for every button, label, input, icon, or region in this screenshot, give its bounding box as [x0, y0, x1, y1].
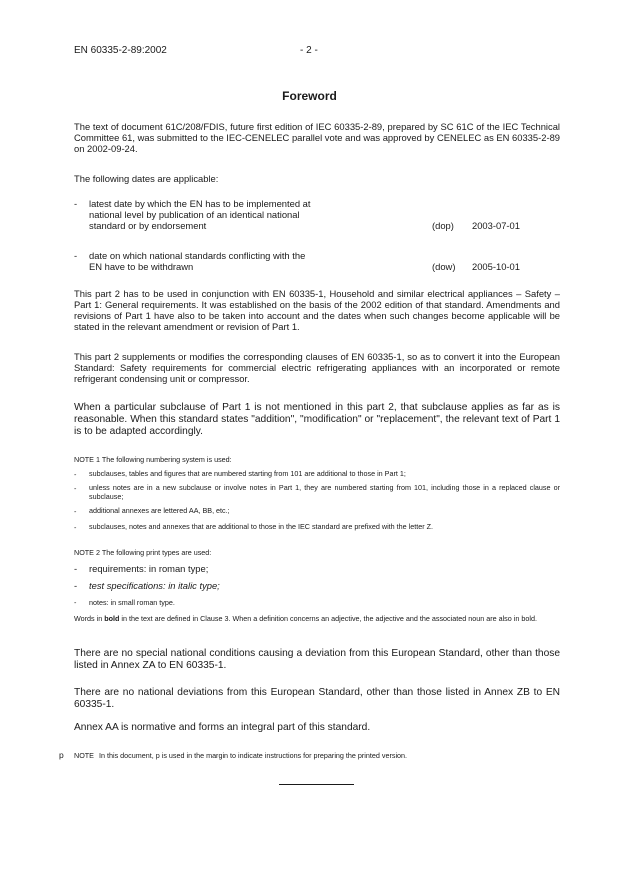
list-dash: -: [74, 523, 77, 532]
note1-heading: NOTE 1 The following numbering system is used:: [74, 455, 232, 464]
national-deviations-paragraph: There are no national deviations from this European Standard, other than those listed in Annex ZB to EN 60335-1.: [74, 687, 560, 710]
special-conditions-paragraph: There are no special national conditions causing a deviation from this European Standard, other than those listed in Annex ZA to EN 60335-1.: [74, 648, 560, 671]
list-dash: -: [74, 580, 78, 591]
final-note-text: In this document, p is used in the margin to indicate instructions for preparing the printed version.: [99, 751, 408, 760]
page-number: - 2 -: [300, 45, 318, 56]
page-title: Foreword: [282, 89, 337, 103]
list-dash: -: [74, 507, 77, 516]
list-dash: -: [74, 484, 77, 493]
print-type-test-specs: test specifications: in italic type;: [89, 580, 220, 591]
list-dash: -: [74, 198, 78, 209]
closing-rule: [279, 784, 354, 785]
dow-date: 2005-10-01: [472, 261, 520, 272]
margin-p-marker: p: [59, 750, 64, 760]
note1-item: unless notes are in a new subclause or involve notes in Part 1, they are numbered starting from 101, including those in a replaced clause or subclause;: [89, 483, 560, 501]
dop-date: 2003-07-01: [472, 220, 520, 231]
supplement-paragraph: This part 2 supplements or modifies the corresponding clauses of EN 60335-1, so as to convert it into the European Standard: Safety requirements for commercial electric refrigerating appliances with an incorporated or remote refrigerant condensing unit or compressor.: [74, 351, 560, 384]
bold-note-pre: Words in: [74, 614, 105, 623]
date-item-dop-text: latest date by which the EN has to be implemented at national level by publication of an identical national standard or by endorsement: [89, 198, 311, 231]
list-dash: -: [74, 250, 78, 261]
annex-aa-paragraph: Annex AA is normative and forms an integral part of this standard.: [74, 722, 371, 733]
list-dash: -: [74, 470, 77, 479]
dow-code: (dow): [432, 261, 456, 272]
dop-code: (dop): [432, 220, 454, 231]
date-item-dow-text: date on which national standards conflicting with the EN have to be withdrawn: [89, 250, 306, 272]
bold-note-bold: bold: [104, 614, 120, 623]
part1-paragraph: This part 2 has to be used in conjunction with EN 60335-1, Household and similar electrical appliances – Safety – Part 1: General requirements. It was established on the basis of the 2002 edition of that standard. Amendments and revisions of Part 1 have also to be taken into account and the dates when such changes become applicable will be stated in the relevant amendment or revision of Part 1.: [74, 288, 560, 332]
note2-heading: NOTE 2 The following print types are used:: [74, 548, 212, 557]
note1-item: additional annexes are lettered AA, BB, etc.;: [89, 506, 230, 515]
dates-intro: The following dates are applicable:: [74, 173, 219, 184]
subclause-paragraph: When a particular subclause of Part 1 is not mentioned in this part 2, that subclause applies as far as is reasonable. When this standard states "addition", "modification" or "replacement", the relevant text of Part 1 is to be adapted accordingly.: [74, 402, 560, 437]
list-dash: -: [74, 598, 77, 607]
document-id: EN 60335-2-89:2002: [74, 45, 167, 56]
bold-note-post: in the text are defined in Clause 3. When a definition concerns an adjective, the adjective and the associated noun are also in bold.: [119, 614, 537, 623]
note1-item: subclauses, notes and annexes that are additional to those in the IEC standard are prefixed with the letter Z.: [89, 522, 434, 531]
final-note-label: NOTE: [74, 751, 94, 760]
print-type-requirements: requirements: in roman type;: [89, 563, 209, 574]
bold-words-note: [74, 614, 560, 623]
note1-item: subclauses, tables and figures that are numbered starting from 101 are additional to those in Part 1;: [89, 469, 406, 478]
intro-paragraph: The text of document 61C/208/FDIS, future first edition of IEC 60335-2-89, prepared by SC 61C of the IEC Technical Committee 61, was submitted to the IEC-CENELEC parallel vote and was approved by CENELEC as EN 60335-2-89 on 2002-09-24.: [74, 121, 560, 154]
list-dash: -: [74, 563, 78, 574]
print-type-notes: notes: in small roman type.: [89, 598, 175, 607]
